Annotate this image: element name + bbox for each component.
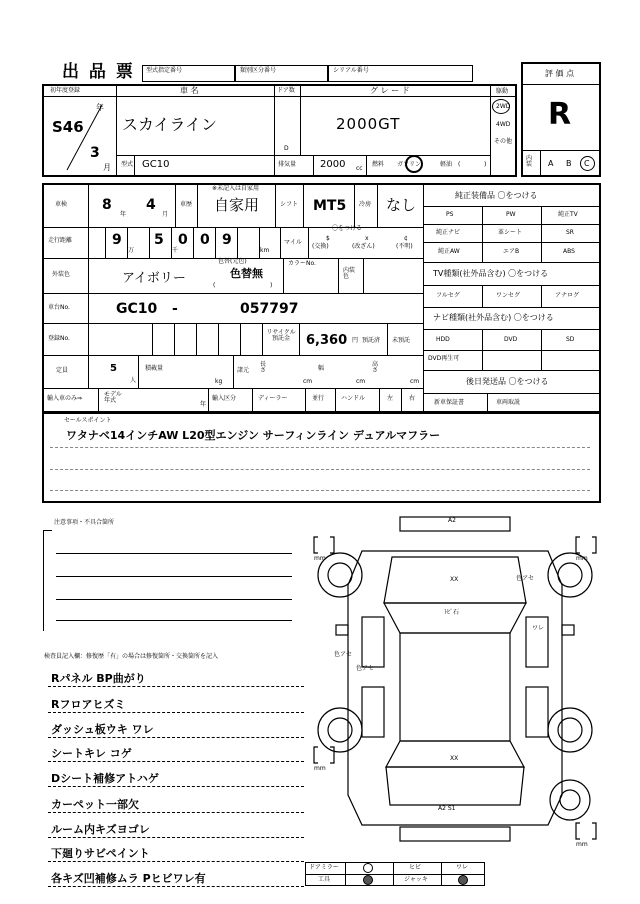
fuel-gas: ガソリン — [397, 161, 422, 168]
tv-header: TV種類(社外品含む) 〇をつける — [433, 269, 549, 278]
meter-unknown: (不明) — [396, 243, 413, 250]
mark-xx-top: XX — [450, 576, 459, 583]
fuel-diesel: 軽油 — [440, 161, 453, 168]
mark-rust-left2: 色アセ — [356, 665, 374, 672]
drive-4wd: 4WD — [496, 121, 511, 128]
drive-label: 駆動 — [496, 88, 509, 95]
color-change-label: 色替(元色) — [218, 258, 247, 265]
model-label: 型式 — [121, 161, 134, 168]
chassis-dash: - — [172, 301, 178, 317]
mileage-km: km — [260, 247, 270, 254]
recycle-label: リサイクル預託金 — [266, 329, 296, 342]
doors-d: D — [284, 145, 289, 152]
rating-label: 評 価 点 — [545, 69, 575, 78]
recycle-unpaid: 未預託 — [392, 337, 411, 344]
inspection-year-unit: 年 — [120, 211, 127, 218]
handle-right: 右 — [409, 395, 416, 402]
equip-item: 純正ナビ — [436, 229, 461, 236]
meter-modified: (改ざん) — [352, 243, 375, 250]
chassis-prefix: GC10 — [116, 301, 158, 317]
displacement-value: 2000 — [320, 159, 346, 170]
color-value: アイボリー — [122, 271, 186, 286]
check-label: ドアミラー — [309, 864, 339, 871]
note-item: カーペット一部欠 — [51, 798, 139, 811]
check-mark — [458, 875, 468, 885]
inspection-month: 4 — [146, 197, 156, 213]
inspection-label: 車検 — [55, 201, 68, 208]
capacity-label: 定員 — [56, 367, 69, 374]
serial-label: シリアル番号 — [333, 67, 369, 74]
drive-2wd: 2WD — [496, 103, 511, 110]
interior-c-circle — [580, 156, 595, 171]
length-cm: cm — [303, 378, 313, 385]
rating-value: R — [548, 97, 572, 132]
capacity-unit: 人 — [130, 377, 137, 384]
sales-point-label: セールスポイント — [64, 417, 112, 424]
dims-label: 諸元 — [237, 367, 250, 374]
form-title: 出 品 票 — [62, 62, 135, 82]
equip-item: 純正AW — [438, 248, 460, 255]
equip-item: 純正TV — [558, 211, 578, 218]
model-value: GC10 — [142, 159, 170, 170]
chassis-number: 057797 — [240, 301, 299, 317]
type-cert-label: 型式指定番号 — [146, 67, 183, 74]
import-dealer: ディーラー — [258, 395, 288, 402]
note-item: Rフロアヒズミ — [51, 698, 126, 711]
navi-item: DVD — [504, 336, 518, 343]
mileage-digit: 9 — [222, 232, 232, 248]
mileage-man: 万 — [128, 247, 135, 254]
grade-label: グ レ ー ド — [370, 86, 410, 95]
drive-other: その他 — [494, 138, 513, 145]
ac-label: 冷房 — [359, 201, 372, 208]
equip-item: PS — [446, 211, 454, 218]
navi-header: ナビ種類(社外品含む) 〇をつける — [433, 313, 554, 322]
color-label: 外装色 — [52, 271, 71, 278]
ac-value: なし — [386, 196, 417, 214]
height-label: 高さ — [372, 361, 379, 374]
check-label: ジャッキ — [404, 876, 428, 883]
drive-2wd-circle — [492, 99, 510, 114]
equip-item: PW — [506, 211, 516, 218]
check-mark — [363, 863, 373, 873]
car-name-value: スカイライン — [122, 115, 218, 134]
mark-rust-left1: 色アセ — [334, 651, 352, 658]
history-note: ※未記入は自家用 — [212, 185, 260, 192]
load-unit: kg — [215, 378, 223, 385]
grade-value: 2000GT — [336, 115, 401, 133]
handle-label: ハンドル — [341, 395, 366, 402]
first-reg-month-unit: 月 — [103, 163, 111, 172]
displacement-label: 排気量 — [278, 161, 297, 168]
regno-label: 登録No. — [48, 335, 70, 342]
import-parallel: 並行 — [312, 395, 325, 402]
equip-item: SR — [566, 229, 574, 236]
note-item: シートキレ コゲ — [51, 747, 132, 760]
recycle-paid: 預託済 — [362, 337, 381, 344]
mark-rust-right: 色アセ — [516, 575, 534, 582]
after-item: 新車保証書 — [434, 399, 465, 406]
equip-item: 革シート — [498, 229, 523, 236]
first-reg-year-unit: 年 — [96, 103, 104, 112]
mileage-digit: 0 — [200, 232, 210, 248]
car-name-label: 車 名 — [180, 86, 199, 95]
dvd-label: DVD再生可 — [428, 355, 460, 362]
sales-point-text: ワタナベ14インチAW L20型エンジン サーフィンライン デュアルマフラー — [66, 429, 441, 442]
check-mark — [363, 875, 373, 885]
check-label: ワレ — [456, 864, 469, 871]
model-year-label: モデル年式 — [104, 391, 122, 404]
notes-label: 注意事項・不具合箇所 — [54, 519, 115, 526]
first-reg-month: 3 — [90, 145, 100, 161]
equip-item: ABS — [563, 248, 575, 255]
displacement-unit: cc — [356, 165, 363, 172]
navi-item: HDD — [436, 336, 450, 343]
class-label: 類別区分番号 — [240, 67, 277, 74]
history-value: 自家用 — [214, 196, 260, 214]
width-cm: cm — [356, 378, 366, 385]
interior-c: C — [584, 159, 590, 168]
tv-item: フルセグ — [436, 292, 460, 299]
load-label: 積載量 — [145, 365, 164, 372]
shift-value: MT5 — [313, 198, 347, 214]
check-label: ヒビ — [409, 864, 422, 871]
first-reg-label: 初年度登録 — [50, 87, 81, 94]
mileage-digit: 9 — [112, 232, 122, 248]
mm-label: mm — [314, 765, 326, 772]
mm-label: mm — [576, 841, 588, 848]
length-label: 長さ — [260, 361, 267, 374]
import-class-label: 輸入区分 — [212, 395, 237, 402]
mark-a2-top: A2 — [448, 517, 456, 524]
color-no-label: カラーNo. — [288, 260, 316, 267]
inspection-year: 8 — [102, 197, 112, 213]
note-item: 各キズ凹補修ムラ Pヒビワレ有 — [51, 872, 206, 885]
meter-label: マイル — [284, 239, 302, 246]
mark-xx-bottom: XX — [450, 755, 459, 762]
note-item: Dシート補修アトハゲ — [51, 772, 159, 785]
navi-item: SD — [566, 336, 575, 343]
import-label: 輸入車のみ⇒ — [47, 395, 83, 402]
handle-left: 左 — [387, 395, 394, 402]
first-reg-era: S46 — [52, 118, 84, 136]
inspection-month-unit: 月 — [162, 211, 169, 218]
history-label: 車歴 — [180, 201, 193, 208]
after-item: 車両取説 — [496, 399, 521, 406]
mark-chip: ﾄﾋﾞ石 — [444, 609, 460, 616]
note-item: Rパネル BP曲がり — [51, 672, 146, 685]
tv-item: アナログ — [555, 292, 580, 299]
inspector-label: 検査員記入欄：修復歴「有」の場合は修復箇所・交換箇所を記入 — [44, 653, 219, 660]
note-item: ダッシュ板ウキ ワレ — [51, 723, 154, 736]
tv-item: ワンセグ — [496, 292, 521, 299]
recycle-value: 6,360 — [306, 333, 348, 348]
doors-label: ドア数 — [277, 87, 295, 94]
equip-header: 純正装備品 〇をつける — [455, 191, 538, 200]
note-item: 下廻りサビペイント — [51, 847, 150, 860]
interior-a: A — [548, 159, 554, 168]
height-cm: cm — [410, 378, 420, 385]
mark-a2-s1: A2 S1 — [438, 805, 456, 812]
shift-label: シフト — [280, 201, 299, 208]
mm-label: mm — [314, 555, 326, 562]
mileage-label: 走行距離 — [48, 237, 73, 244]
mark-crack: ワレ — [532, 625, 545, 632]
interior-label: 内装 — [526, 155, 533, 168]
interior-b: B — [566, 159, 572, 168]
color-change-value: 色替無 — [230, 267, 263, 280]
meter-exchange: (交換) — [312, 243, 329, 250]
meter-circle-label: 〇をつける — [332, 225, 363, 232]
interior-color-label: 内装色 — [343, 267, 356, 280]
equip-item: エアB — [503, 248, 520, 255]
model-year-unit: 年 — [200, 401, 207, 408]
after-header: 後日発送品 〇をつける — [466, 377, 549, 386]
check-label: 工具 — [318, 876, 331, 883]
first-reg-slash — [62, 100, 107, 175]
note-item: ルーム内キズヨゴレ — [51, 823, 150, 836]
recycle-unit: 円 — [352, 337, 359, 344]
chassis-label: 車台No. — [48, 304, 70, 311]
mileage-sen: 千 — [172, 247, 179, 254]
fuel-gas-circle — [405, 155, 423, 173]
fuel-label: 燃料 — [372, 161, 385, 168]
mm-label: mm — [576, 555, 588, 562]
mileage-digit: 0 — [178, 232, 188, 248]
mileage-digit: 5 — [154, 232, 164, 248]
width-label: 幅 — [318, 365, 325, 372]
capacity-value: 5 — [110, 363, 117, 374]
